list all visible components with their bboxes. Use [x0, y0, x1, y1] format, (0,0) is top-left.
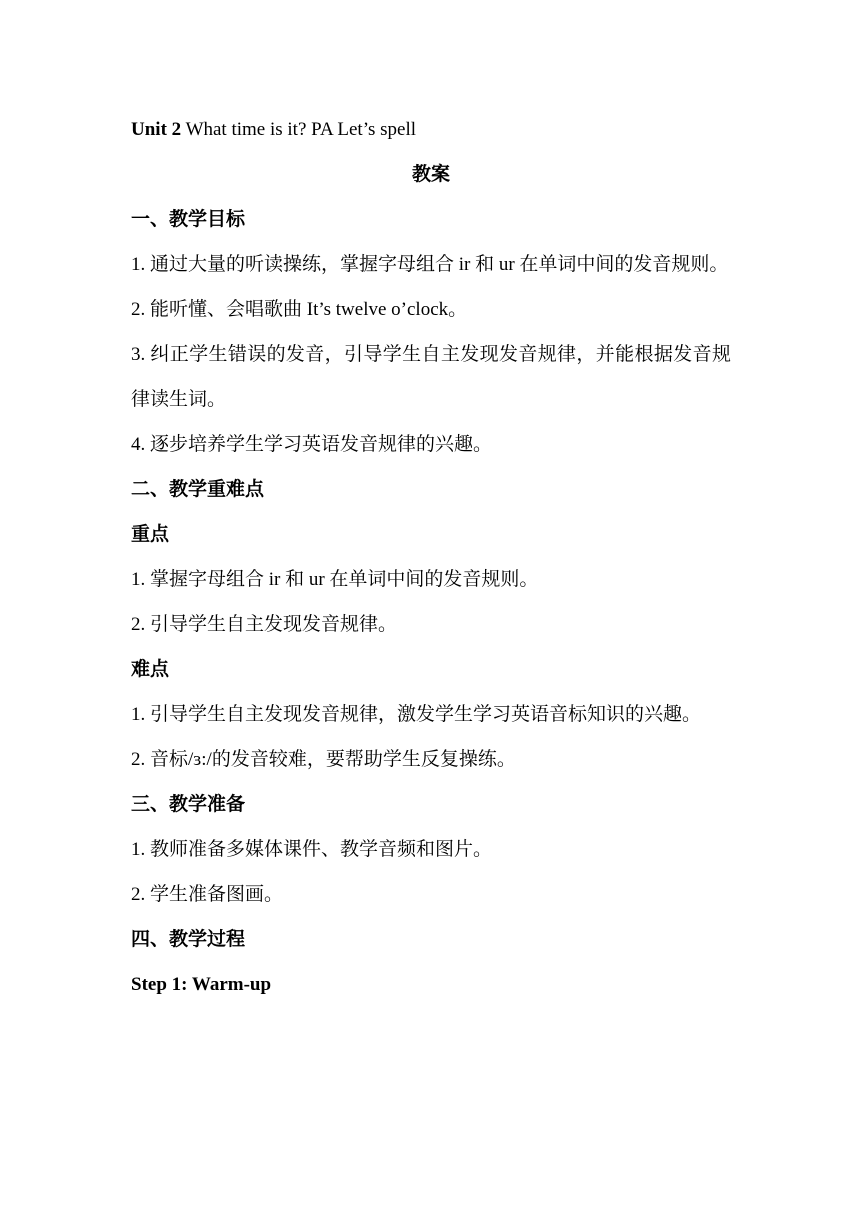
lesson-title	[131, 107, 731, 152]
objective-item-4: 4. 逐步培养学生学习英语发音规律的兴趣。	[131, 434, 493, 455]
objective-item-1: 1. 通过大量的听读操练，掌握字母组合 ir 和 ur 在单词中间的发音规则。	[131, 254, 729, 275]
objective-item-3: 3. 纠正学生错误的发音，引导学生自主发现发音规律，并能根据发音规律读生词。	[131, 344, 731, 410]
section-heading-procedure: 四、教学过程	[131, 929, 246, 950]
section-heading-objectives: 一、教学目标	[131, 209, 246, 230]
difficult-point-item-2: 2. 音标/ɜ:/的发音较难，要帮助学生反复操练。	[131, 749, 516, 770]
preparation-item-1: 1. 教师准备多媒体课件、教学音频和图片。	[131, 839, 493, 860]
lesson-subtitle: 教案	[411, 164, 450, 185]
subheading-difficult-points: 难点	[131, 659, 170, 680]
lesson-title-rest: What time is it? PA Let’s spell	[181, 119, 417, 140]
document-body	[131, 107, 731, 1007]
key-point-item-1: 1. 掌握字母组合 ir 和 ur 在单词中间的发音规则。	[131, 569, 539, 590]
subheading-key-points: 重点	[131, 524, 170, 545]
lesson-title-unit: Unit 2	[131, 119, 182, 140]
step-1-heading: Step 1: Warm-up	[131, 974, 272, 995]
preparation-item-2: 2. 学生准备图画。	[131, 884, 284, 905]
difficult-point-item-1: 1. 引导学生自主发现发音规律，激发学生学习英语音标知识的兴趣。	[131, 704, 702, 725]
section-heading-preparation: 三、教学准备	[131, 794, 246, 815]
objective-item-2: 2. 能听懂、会唱歌曲 It’s twelve o’clock。	[131, 299, 468, 320]
section-heading-key-difficult-points: 二、教学重难点	[131, 479, 265, 500]
key-point-item-2: 2. 引导学生自主发现发音规律。	[131, 614, 398, 635]
